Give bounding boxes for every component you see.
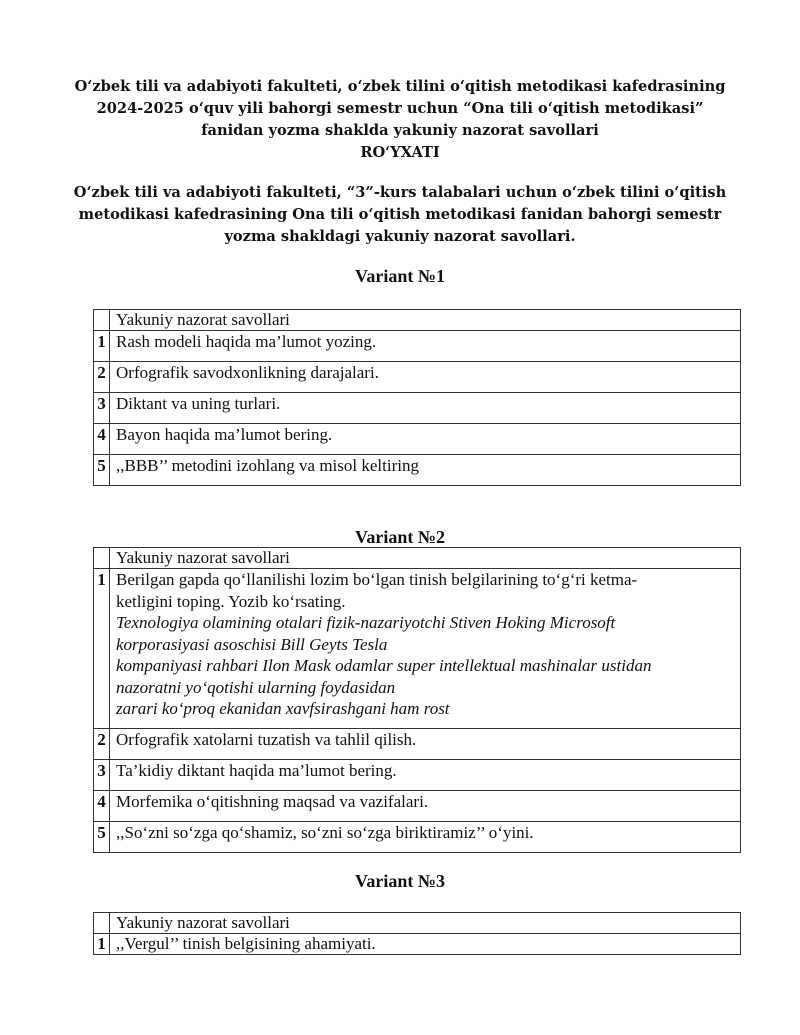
question-line: ketligini toping. Yozib ko‘rsating. — [116, 591, 346, 611]
question-number: 2 — [94, 728, 110, 759]
variant-3-title: Variant №3 — [355, 871, 445, 891]
question-text: ,,BBB’’ metodini izohlang va misol keltiring — [110, 455, 741, 486]
question-text: Bayon haqida ma’lumot bering. — [110, 424, 741, 455]
question-number: 1 — [94, 934, 110, 955]
variant-2-title: Variant №2 — [355, 527, 445, 547]
variant-1-title: Variant №1 — [355, 266, 445, 286]
question-text: Orfografik savodxonlikning darajalari. — [110, 362, 741, 393]
question-text: Rash modeli haqida ma’lumot yozing. — [110, 331, 741, 362]
question-text: Diktant va uning turlari. — [110, 393, 741, 424]
question-text: Morfemika o‘qitishning maqsad va vazifalari. — [110, 790, 741, 821]
question-text: Ta’kidiy diktant haqida ma’lumot bering. — [110, 759, 741, 790]
document-title-block — [60, 76, 740, 164]
question-text — [110, 569, 741, 729]
question-text: ,,Vergul’’ tinish belgisining ahamiyati. — [110, 934, 741, 955]
example-sentence-line: kompaniyasi rahbari Ilon Mask odamlar super intellektual mashinalar ustidan — [116, 656, 652, 675]
column-header: Yakuniy nazorat savollari — [110, 310, 741, 331]
question-number: 5 — [94, 821, 110, 852]
table-corner-cell — [94, 310, 110, 331]
document-subtitle-block — [60, 182, 740, 248]
title-line: 2024-2025 o‘quv yili bahorgi semestr uchun “Ona tili o‘qitish metodikasi” — [96, 100, 704, 117]
subtitle-line: yozma shakldagi yakuniy nazorat savollari. — [224, 228, 576, 245]
table-corner-cell — [94, 548, 110, 569]
question-number: 3 — [94, 393, 110, 424]
question-number: 4 — [94, 424, 110, 455]
title-line: O‘zbek tili va adabiyoti fakulteti, o‘zbek tilini o‘qitish metodikasi kafedrasining — [74, 78, 726, 95]
example-sentence-line: Texnologiya olamining otalari fizik-nazariyotchi Stiven Hoking Microsoft — [116, 613, 616, 632]
question-number: 4 — [94, 790, 110, 821]
question-line: Berilgan gapda qo‘llanilishi lozim bo‘lgan tinish belgilarining to‘g‘ri ketma- — [116, 570, 638, 589]
question-number: 5 — [94, 455, 110, 486]
question-number: 2 — [94, 362, 110, 393]
variant-2-table — [93, 547, 741, 853]
table-corner-cell — [94, 913, 110, 934]
question-number: 1 — [94, 331, 110, 362]
column-header: Yakuniy nazorat savollari — [110, 913, 741, 934]
subtitle-line: O‘zbek tili va adabiyoti fakulteti, “3”-kurs talabalari uchun o‘zbek tilini o‘qitish — [73, 184, 727, 201]
question-text: ,,So‘zni so‘zga qo‘shamiz, so‘zni so‘zga biriktiramiz’’ o‘yini. — [110, 821, 741, 852]
question-number: 3 — [94, 759, 110, 790]
question-text: Orfografik xatolarni tuzatish va tahlil qilish. — [110, 728, 741, 759]
title-line: fanidan yozma shaklda yakuniy nazorat savollari — [201, 122, 599, 139]
title-line: RO‘YXATI — [360, 144, 440, 161]
variant-1-table — [93, 309, 741, 486]
question-number: 1 — [94, 569, 110, 729]
example-sentence-line: nazoratni yo‘qotishi ularning foydasidan — [116, 677, 396, 697]
variant-3-table — [93, 912, 741, 955]
example-sentence-line: korporasiyasi asoschisi Bill Geyts Tesla — [116, 634, 388, 654]
column-header: Yakuniy nazorat savollari — [110, 548, 741, 569]
subtitle-line: metodikasi kafedrasining Ona tili o‘qitish metodikasi fanidan bahorgi semestr — [78, 206, 722, 223]
example-sentence-line: zarari ko‘proq ekanidan xavfsirashgani ham rost — [116, 699, 450, 718]
